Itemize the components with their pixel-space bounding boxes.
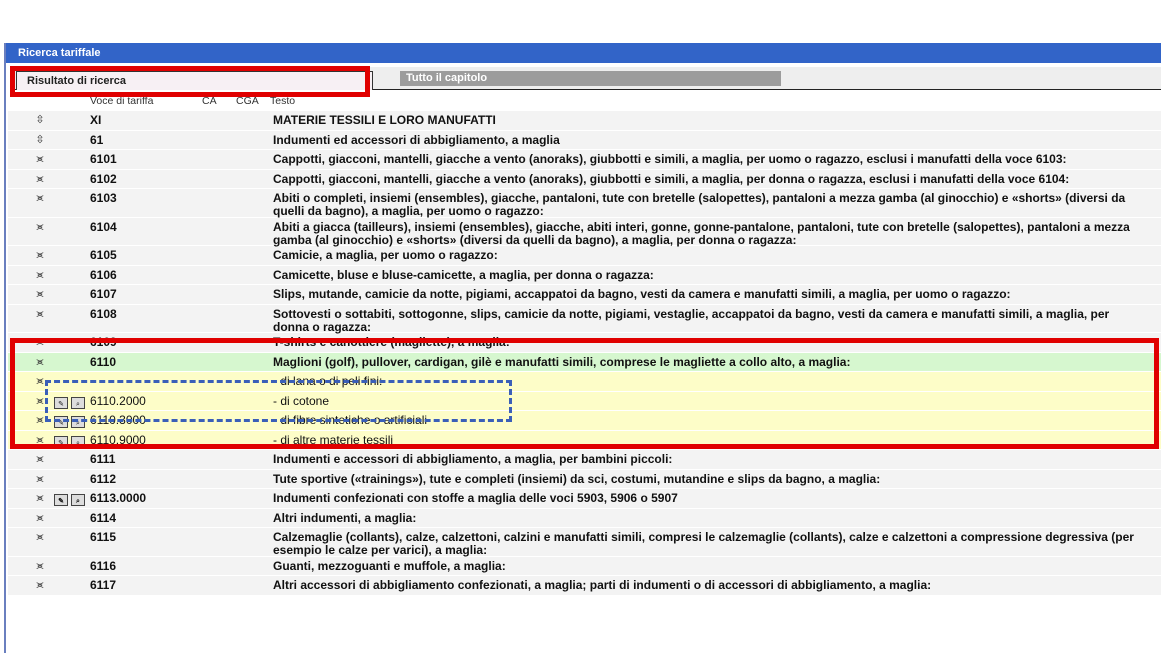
table-row[interactable] — [8, 528, 1161, 557]
tariff-text: Camicie, a maglia, per uomo o ragazzo: — [273, 248, 498, 262]
expand-collapse-icon[interactable]: ⪤ — [36, 414, 44, 426]
tariff-text: Maglioni (golf), pullover, cardigan, gilè e manufatti simili, comprese le magliette a collo alto, a maglia: — [273, 354, 851, 369]
tariff-text: MATERIE TESSILI E LORO MANUFATTI — [273, 113, 496, 127]
tariff-text: Abiti o completi, insiemi (ensembles), giacche, pantaloni, tute con bretelle (salopettes), pantaloni a mezza gamba (al ginocchio) e «shorts» (diversi da quelli da bagno), a maglia, per uomo o ragazzo: — [273, 191, 1126, 218]
expand-collapse-icon[interactable]: ⪤ — [36, 268, 44, 281]
tab-whole-chapter[interactable]: Tutto il capitolo — [400, 71, 781, 86]
tariff-text: Guanti, mezzoguanti e muffole, a maglia: — [273, 558, 506, 573]
expand-collapse-icon[interactable]: ⪤ — [36, 511, 44, 524]
table-row[interactable] — [8, 111, 1161, 131]
expand-collapse-icon[interactable]: ⪤ — [36, 153, 44, 165]
expand-collapse-icon[interactable]: ⪤ — [36, 472, 44, 485]
table-row[interactable] — [8, 150, 1161, 170]
highlight-tab — [10, 66, 370, 97]
table-row[interactable] — [8, 509, 1161, 529]
tariff-code[interactable]: 6114 — [90, 510, 117, 525]
expand-collapse-icon[interactable]: ⪤ — [36, 453, 44, 465]
window-title: Ricerca tariffale — [6, 43, 1161, 63]
notes-icon[interactable]: ✎ — [54, 416, 68, 428]
expand-collapse-icon[interactable]: ⪤ — [36, 192, 44, 204]
tariff-text: Indumenti confezionati con stoffe a maglia delle voci 5903, 5906 o 5907 — [273, 491, 678, 505]
tariff-code[interactable]: 6110.2000 — [90, 393, 146, 408]
expand-collapse-icon[interactable]: ⪤ — [36, 559, 44, 572]
tariff-code[interactable]: 6105 — [90, 248, 117, 262]
expand-collapse-icon[interactable]: ⪤ — [36, 394, 44, 407]
expand-collapse-icon[interactable]: ⪤ — [36, 288, 44, 300]
expand-collapse-icon[interactable]: ⇳ — [35, 114, 45, 126]
search-detail-icon[interactable]: ⌕ — [71, 416, 85, 428]
tariff-text: Indumenti ed accessori di abbigliamento, a maglia — [273, 132, 560, 147]
tariff-text: - di cotone — [273, 393, 330, 408]
tab-search-result[interactable]: Risultato di ricerca — [16, 71, 373, 90]
tariff-text: Altri indumenti, a maglia: — [273, 510, 417, 525]
tariff-code[interactable]: 6103 — [90, 191, 117, 205]
table-row[interactable] — [8, 131, 1161, 151]
tariff-code[interactable]: 6113.0000 — [90, 491, 147, 505]
tariff-code[interactable]: 6104 — [90, 219, 117, 234]
tariff-code[interactable]: 6116 — [90, 558, 117, 573]
tariff-code[interactable]: 6108 — [90, 306, 117, 321]
tariff-text: - di altre materie tessili — [273, 432, 394, 447]
tariff-text: Indumenti e accessori di abbigliamento, a maglia, per bambini piccoli: — [273, 452, 673, 466]
highlight-subheadings — [45, 380, 512, 422]
tariff-code[interactable]: 6112 — [90, 471, 117, 486]
tariff-text: Camicette, bluse e bluse-camicette, a maglia, per donna o ragazza: — [273, 267, 654, 282]
tariff-text: Cappotti, giacconi, mantelli, giacche a vento (anoraks), giubbotti e simili, a maglia, per uomo o ragazzo, esclusi i manufatti della voce 6103: — [273, 152, 1067, 166]
tariff-code[interactable]: 6101 — [90, 152, 117, 166]
table-row[interactable] — [8, 170, 1161, 190]
tariff-code[interactable]: 6111 — [90, 452, 116, 466]
tariff-code[interactable]: 6117 — [90, 578, 117, 592]
tariff-text: - di lana o di peli fini: — [273, 374, 383, 388]
expand-collapse-icon[interactable]: ⪤ — [36, 492, 44, 504]
search-detail-icon[interactable]: ⌕ — [71, 436, 85, 448]
tariff-text: Cappotti, giacconi, mantelli, giacche a vento (anoraks), giubbotti e simili, a maglia, per donna o ragazza, esclusi i manufatti della voce 6104: — [273, 171, 1070, 186]
expand-collapse-icon[interactable]: ⪤ — [36, 375, 44, 387]
table-row[interactable] — [8, 305, 1161, 334]
table-row[interactable] — [8, 470, 1161, 490]
table-row[interactable] — [8, 266, 1161, 286]
notes-icon[interactable]: ✎ — [54, 436, 68, 448]
tariff-text: Calzemaglie (collants), calze, calzettoni, calzini e manufatti simili, compresi le calzemaglie (collants), calze e calzettoni a compressione degressiva (per esempio le calze per varici), a maglia: — [273, 530, 1134, 557]
tariff-code[interactable]: 6107 — [90, 287, 117, 301]
tariff-code[interactable]: 6110.9000 — [90, 432, 146, 447]
expand-collapse-icon[interactable]: ⪤ — [36, 220, 44, 233]
expand-collapse-icon[interactable]: ⪤ — [36, 531, 44, 543]
col-testo: Testo — [270, 95, 296, 107]
tariff-text: - di fibre sintetiche o artificiali — [273, 413, 428, 427]
expand-collapse-icon[interactable]: ⪤ — [36, 249, 44, 261]
table-row[interactable] — [8, 489, 1161, 509]
table-row[interactable] — [8, 450, 1161, 470]
tariff-text: Altri accessori di abbigliamento confezionati, a maglia; parti di indumenti o di accessori di abbigliamento, a maglia: — [273, 578, 932, 592]
tariff-code[interactable]: 6115 — [90, 530, 117, 544]
table-row[interactable] — [8, 576, 1161, 596]
tariff-code[interactable]: 6110.3000 — [90, 413, 146, 427]
tariff-text: Abiti a giacca (tailleurs), insiemi (ensembles), giacche, abiti interi, gonne, gonne-pantalone, pantaloni, tute con bretelle (salopettes), pantaloni a mezza gamba (al ginocchio) e «shorts» (diversi da quelli da bagno), a maglia, per donna o ragazza: — [273, 219, 1130, 247]
table-row[interactable] — [8, 285, 1161, 305]
tariff-text: Slips, mutande, camicie da notte, pigiami, accappatoi da bagno, vesti da camera e manufatti simili, a maglia, per uomo o ragazzo: — [273, 287, 1011, 301]
tariff-text: T-shirts e canottiere (magliette), a maglia: — [273, 335, 510, 349]
expand-collapse-icon[interactable]: ⪤ — [36, 172, 44, 185]
expand-collapse-icon[interactable]: ⪤ — [36, 433, 44, 446]
table-row[interactable] — [8, 189, 1161, 218]
notes-icon[interactable]: ✎ — [54, 397, 68, 409]
tariff-code[interactable]: 6109 — [90, 335, 117, 349]
search-detail-icon[interactable]: ⌕ — [71, 397, 85, 409]
tariff-code[interactable]: 6102 — [90, 171, 117, 186]
expand-collapse-icon[interactable]: ⪤ — [36, 355, 44, 368]
col-ca: CA — [202, 95, 217, 107]
expand-collapse-icon[interactable]: ⇳ — [35, 133, 45, 146]
search-detail-icon[interactable]: ⌕ — [71, 494, 85, 506]
expand-collapse-icon[interactable]: ⪤ — [36, 307, 44, 320]
expand-collapse-icon[interactable]: ⪤ — [36, 336, 44, 348]
table-row[interactable] — [8, 246, 1161, 266]
tariff-text: Tute sportive («trainings»), tute e completi (insiemi) da sci, costumi, mutandine e slips da bagno, a maglia: — [273, 471, 881, 486]
tariff-text: Sottovesti o sottabiti, sottogonne, slips, camicie da notte, pigiami, vestaglie, accappatoi da bagno, vesti da camera e manufatti simili, a maglia, per donna o ragazza: — [273, 306, 1110, 334]
col-voce: Voce di tariffa — [90, 95, 154, 107]
tariff-code[interactable]: 6106 — [90, 267, 117, 282]
table-row[interactable] — [8, 557, 1161, 577]
tariff-code[interactable]: XI — [90, 113, 102, 127]
tariff-code[interactable]: 6110 — [90, 354, 117, 369]
table-row[interactable] — [8, 218, 1161, 247]
expand-collapse-icon[interactable]: ⪤ — [36, 579, 44, 591]
tariff-code[interactable]: 61 — [90, 132, 104, 147]
col-cga: CGA — [236, 95, 259, 107]
notes-icon[interactable]: ✎ — [54, 494, 68, 506]
